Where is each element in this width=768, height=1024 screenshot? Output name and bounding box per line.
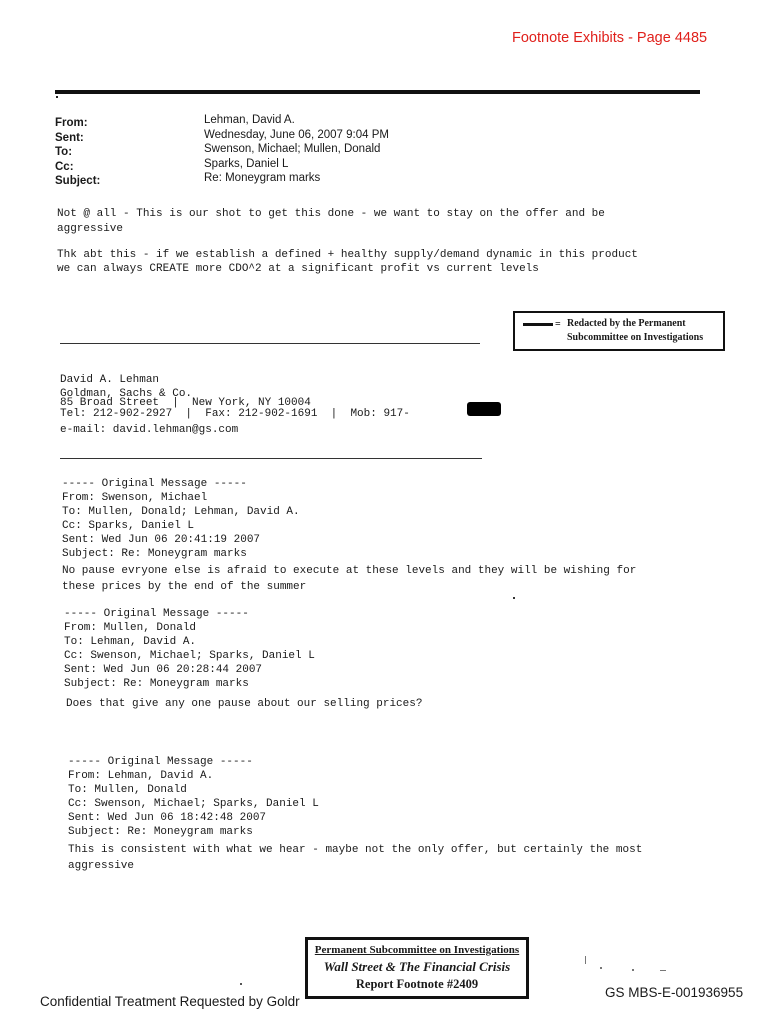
scan-speck: [513, 597, 515, 599]
message-cc: Cc: Swenson, Michael; Sparks, Daniel L: [64, 650, 315, 662]
message-subject: Subject: Re: Moneygram marks: [64, 678, 249, 690]
to-label: To:: [55, 146, 73, 158]
message-from: From: Lehman, David A.: [68, 770, 214, 782]
sent-label: Sent:: [55, 131, 84, 144]
stamp-line-1: Permanent Subcommittee on Investigations: [314, 944, 520, 956]
signature-company: Goldman, Sachs & Co.: [60, 388, 193, 400]
scan-speck: [240, 983, 242, 985]
speck: [56, 96, 58, 98]
body-para-1-line-2: aggressive: [57, 223, 124, 235]
message-sent: Sent: Wed Jun 06 20:41:19 2007: [62, 534, 261, 546]
psi-footnote-stamp: [305, 937, 529, 999]
message-from: From: Swenson, Michael: [62, 492, 208, 504]
subject-label: Subject:: [55, 175, 101, 187]
bates-number: GS MBS-E-001936955: [605, 985, 744, 1000]
message-header: ----- Original Message -----: [62, 478, 247, 490]
message-1-body-line-2: these prices by the end of the summer: [62, 581, 307, 593]
message-2-body-line-1: Does that give any one pause about our selling prices?: [66, 698, 423, 710]
scan-speck: [600, 967, 602, 969]
redaction-legend-line-2: Subcommittee on Investigations: [567, 332, 704, 343]
cc-label: Cc:: [55, 160, 74, 173]
sent-value: Wednesday, June 06, 2007 9:04 PM: [204, 128, 389, 141]
signature-address: 85 Broad Street | New York, NY 10004: [60, 397, 311, 409]
body-para-1-line-1: Not @ all - This is our shot to get this done - we want to stay on the offer and be: [57, 208, 605, 220]
message-from: From: Mullen, Donald: [64, 622, 197, 634]
redaction-legend: [513, 311, 725, 351]
message-sent: Sent: Wed Jun 06 20:28:44 2007: [64, 664, 263, 676]
email-header: [55, 116, 100, 189]
message-cc: Cc: Swenson, Michael; Sparks, Daniel L: [68, 798, 319, 810]
message-to: To: Lehman, David A.: [64, 636, 197, 648]
footnote-page-label: Footnote Exhibits - Page 4485: [512, 30, 708, 46]
message-3-body-line-1: This is consistent with what we hear - maybe not the only offer, but certainly the most: [68, 844, 643, 856]
redacted-mobile-number: [467, 402, 501, 416]
original-message-3: [68, 755, 319, 839]
to-value: Swenson, Michael; Mullen, Donald: [204, 143, 381, 155]
redaction-dash: =: [555, 319, 561, 330]
redaction-bar-icon: [523, 323, 553, 326]
message-header: ----- Original Message -----: [64, 608, 249, 620]
subject-value: Re: Moneygram marks: [204, 172, 321, 184]
body-para-2-line-1: Thk abt this - if we establish a defined + healthy supply/demand dynamic in this product: [57, 249, 638, 261]
message-sent: Sent: Wed Jun 06 18:42:48 2007: [68, 812, 267, 824]
message-cc: Cc: Sparks, Daniel L: [62, 520, 195, 532]
body-para-2-line-2: we can always CREATE more CDO^2 at a significant profit vs current levels: [57, 263, 539, 275]
cc-value: Sparks, Daniel L: [204, 157, 289, 170]
message-1-body-line-1: No pause evryone else is afraid to execute at these levels and they will be wishing for: [62, 565, 637, 577]
stamp-line-3: Report Footnote #2409: [355, 977, 479, 991]
signature-separator-bottom: [60, 458, 482, 459]
signature-phones: Tel: 212-902-2927 | Fax: 212-902-1691 | Mob: 917-: [60, 408, 410, 420]
confidential-notice: Confidential Treatment Requested by Goldr: [40, 994, 300, 1009]
scan-speck: [660, 970, 666, 971]
message-to: To: Mullen, Donald: [68, 784, 187, 796]
message-header: ----- Original Message -----: [68, 756, 253, 768]
message-subject: Subject: Re: Moneygram marks: [62, 548, 247, 560]
from-label: From:: [55, 117, 88, 129]
from-value: Lehman, David A.: [204, 114, 295, 126]
email-header-values: [204, 113, 389, 186]
scan-speck: [632, 969, 634, 971]
scan-speck: [585, 956, 586, 964]
header-rule: [55, 90, 700, 94]
message-to: To: Mullen, Donald; Lehman, David A.: [62, 506, 300, 518]
original-message-1: [62, 477, 300, 561]
message-3-body-line-2: aggressive: [68, 860, 135, 872]
signature-name: David A. Lehman: [60, 374, 160, 386]
redaction-legend-line-1: Redacted by the Permanent: [567, 318, 686, 329]
stamp-line-2: Wall Street & The Financial Crisis: [323, 959, 511, 974]
message-subject: Subject: Re: Moneygram marks: [68, 826, 253, 838]
signature-separator-top: [60, 343, 480, 344]
original-message-2: [64, 607, 315, 691]
signature-email: e-mail: david.lehman@gs.com: [60, 424, 239, 436]
